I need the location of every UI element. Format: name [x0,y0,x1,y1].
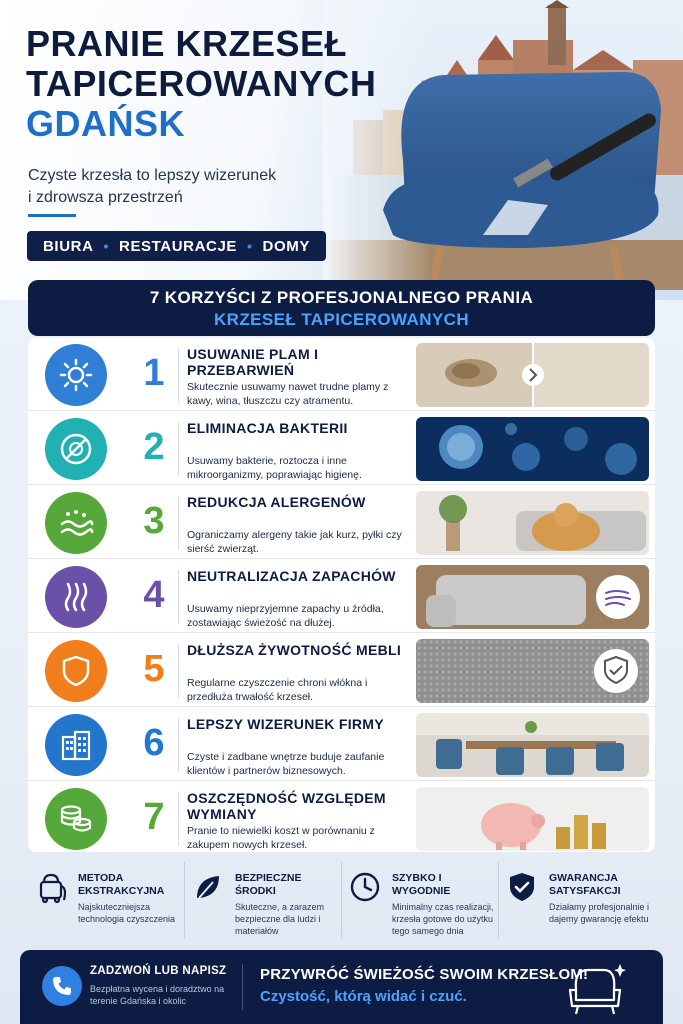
divider [178,496,179,550]
benefit-number: 1 [143,352,165,394]
tag-homes: DOMY [262,237,310,255]
benefit-row [28,708,655,781]
divider [178,718,179,772]
page-title [26,24,446,144]
benefit-number: 5 [143,648,165,690]
benefits-banner [28,280,655,336]
benefit-row [28,338,655,411]
benefit-title: OSZCZĘDNOŚĆ WZGLĘDEM WYMIANY [187,790,386,822]
benefit-row [28,412,655,485]
subtitle-line-1: Czyste krzesła to lepszy wizerunek [28,167,277,184]
benefit-title: DŁUŻSZA ŻYWOTNOŚĆ MEBLI [187,642,402,658]
footer-slogan-sub: Czystość, którą widać i czuć. [260,988,467,1005]
feature-item [342,862,499,938]
stain-comparison-image [416,343,649,407]
benefit-number: 6 [143,722,165,764]
benefit-description: Pranie to niewielki koszt w porównaniu z zakupem nowych krzeseł. [187,825,375,851]
feature-item [499,862,655,938]
leaf-icon [191,870,225,904]
benefit-title: NEUTRALIZACJA ZAPACHÓW [187,568,396,584]
benefit-title: ELIMINACJA BAKTERII [187,420,348,436]
benefit-row [28,486,655,559]
fresh-armchair-image [416,565,649,629]
subtitle-line-2: i zdrowsza przestrzeń [28,189,183,206]
tag-separator: • [103,238,110,254]
title-line-1: PRANIE KRZESEŁ [26,23,348,64]
divider [178,422,179,476]
no-bacteria-icon [45,418,107,480]
tag-restaurants: RESTAURACJE [119,237,238,255]
tag-offices: BIURA [43,237,94,255]
office-building-icon [45,714,107,776]
benefits-list [28,338,655,852]
allergen-wave-icon [45,492,107,554]
benefit-description: Skutecznie usuwamy nawet trudne plamy z kawy, wina, tłuszczu czy atramentu. [187,381,389,407]
bacteria-image [416,417,649,481]
feature-description: Najskuteczniejsza technologia czyszczenia [78,902,176,924]
benefit-description: Regularne czyszczenie chroni włókna i przedłuża trwałość krzeseł. [187,677,368,703]
benefit-title: LEPSZY WIZERUNEK FIRMY [187,716,384,732]
benefit-row [28,560,655,633]
feature-title: SZYBKO I WYGODNIE [392,872,451,897]
feature-title: GWARANCJA SATYSFAKCJI [549,872,621,897]
dog-sofa-image [416,491,649,555]
coins-icon [45,788,107,850]
divider [178,348,179,402]
feature-title: METODA EKSTRAKCYJNA [78,872,165,897]
banner-line-1: 7 KORZYŚCI Z PROFESJONALNEGO PRANIA [149,288,534,307]
benefit-number: 3 [143,500,165,542]
features-bar [28,862,655,938]
accent-line [28,214,76,217]
benefit-number: 2 [143,426,165,468]
benefit-description: Usuwamy bakterie, roztocza i inne mikroorganizmy, poprawiając higienę. [187,455,362,481]
banner-line-2: KRZESEŁ TAPICEROWANYCH [214,310,469,329]
benefit-description: Usuwamy nieprzyjemne zapachy u źródła, zostawiając świeżość na dłużej. [187,603,384,629]
tags-bar [27,231,326,261]
benefit-number: 7 [143,796,165,838]
sparkling-chair-icon [566,960,626,1016]
shield-check-icon [505,870,539,904]
hero-section [0,0,683,300]
benefit-number: 4 [143,574,165,616]
shield-icon [45,640,107,702]
stain-splash-icon [45,344,107,406]
contact-title[interactable]: ZADZWOŃ LUB NAPISZ [90,965,227,977]
divider [178,792,179,846]
feature-description: Minimalny czas realizacji, krzesła gotowe do użytku tego samego dnia [392,902,494,936]
tag-separator: • [247,238,253,254]
hero-subtitle [28,165,308,209]
benefit-description: Ograniczamy alergeny takie jak kurz, pyłki czy sierść zwierząt. [187,529,402,555]
footer-slogan: PRZYWRÓĆ ŚWIEŻOŚĆ SWOIM KRZESŁOM! [260,966,589,983]
feature-item [185,862,342,938]
footer-cta [20,950,663,1024]
benefit-row [28,634,655,707]
fabric-closeup-image [416,639,649,703]
benefit-row [28,782,655,855]
piggy-bank-image [416,787,649,851]
feature-item [28,862,185,938]
feature-description: Działamy profesjonalnie i dajemy gwarancję efektu [549,902,650,924]
conference-room-image [416,713,649,777]
extractor-machine-icon [34,870,68,904]
odor-wave-icon [45,566,107,628]
feature-title: BEZPIECZNE ŚRODKI [235,872,302,897]
divider [178,644,179,698]
contact-description: Bezpłatna wycena i doradztwo na terenie Gdańska i okolic [90,984,225,1006]
divider [178,570,179,624]
clock-icon [348,870,382,904]
phone-icon[interactable] [42,966,82,1006]
divider [242,964,243,1010]
title-city: GDAŃSK [26,103,186,144]
benefit-title: USUWANIE PLAM I PRZEBARWIEŃ [187,346,319,378]
feature-description: Skuteczne, a zarazem bezpieczne dla ludzi i materiałów [235,902,325,936]
title-line-2: TAPICEROWANYCH [26,63,377,104]
benefit-title: REDUKCJA ALERGENÓW [187,494,366,510]
benefit-description: Czyste i zadbane wnętrze buduje zaufanie klientów i partnerów biznesowych. [187,751,385,777]
